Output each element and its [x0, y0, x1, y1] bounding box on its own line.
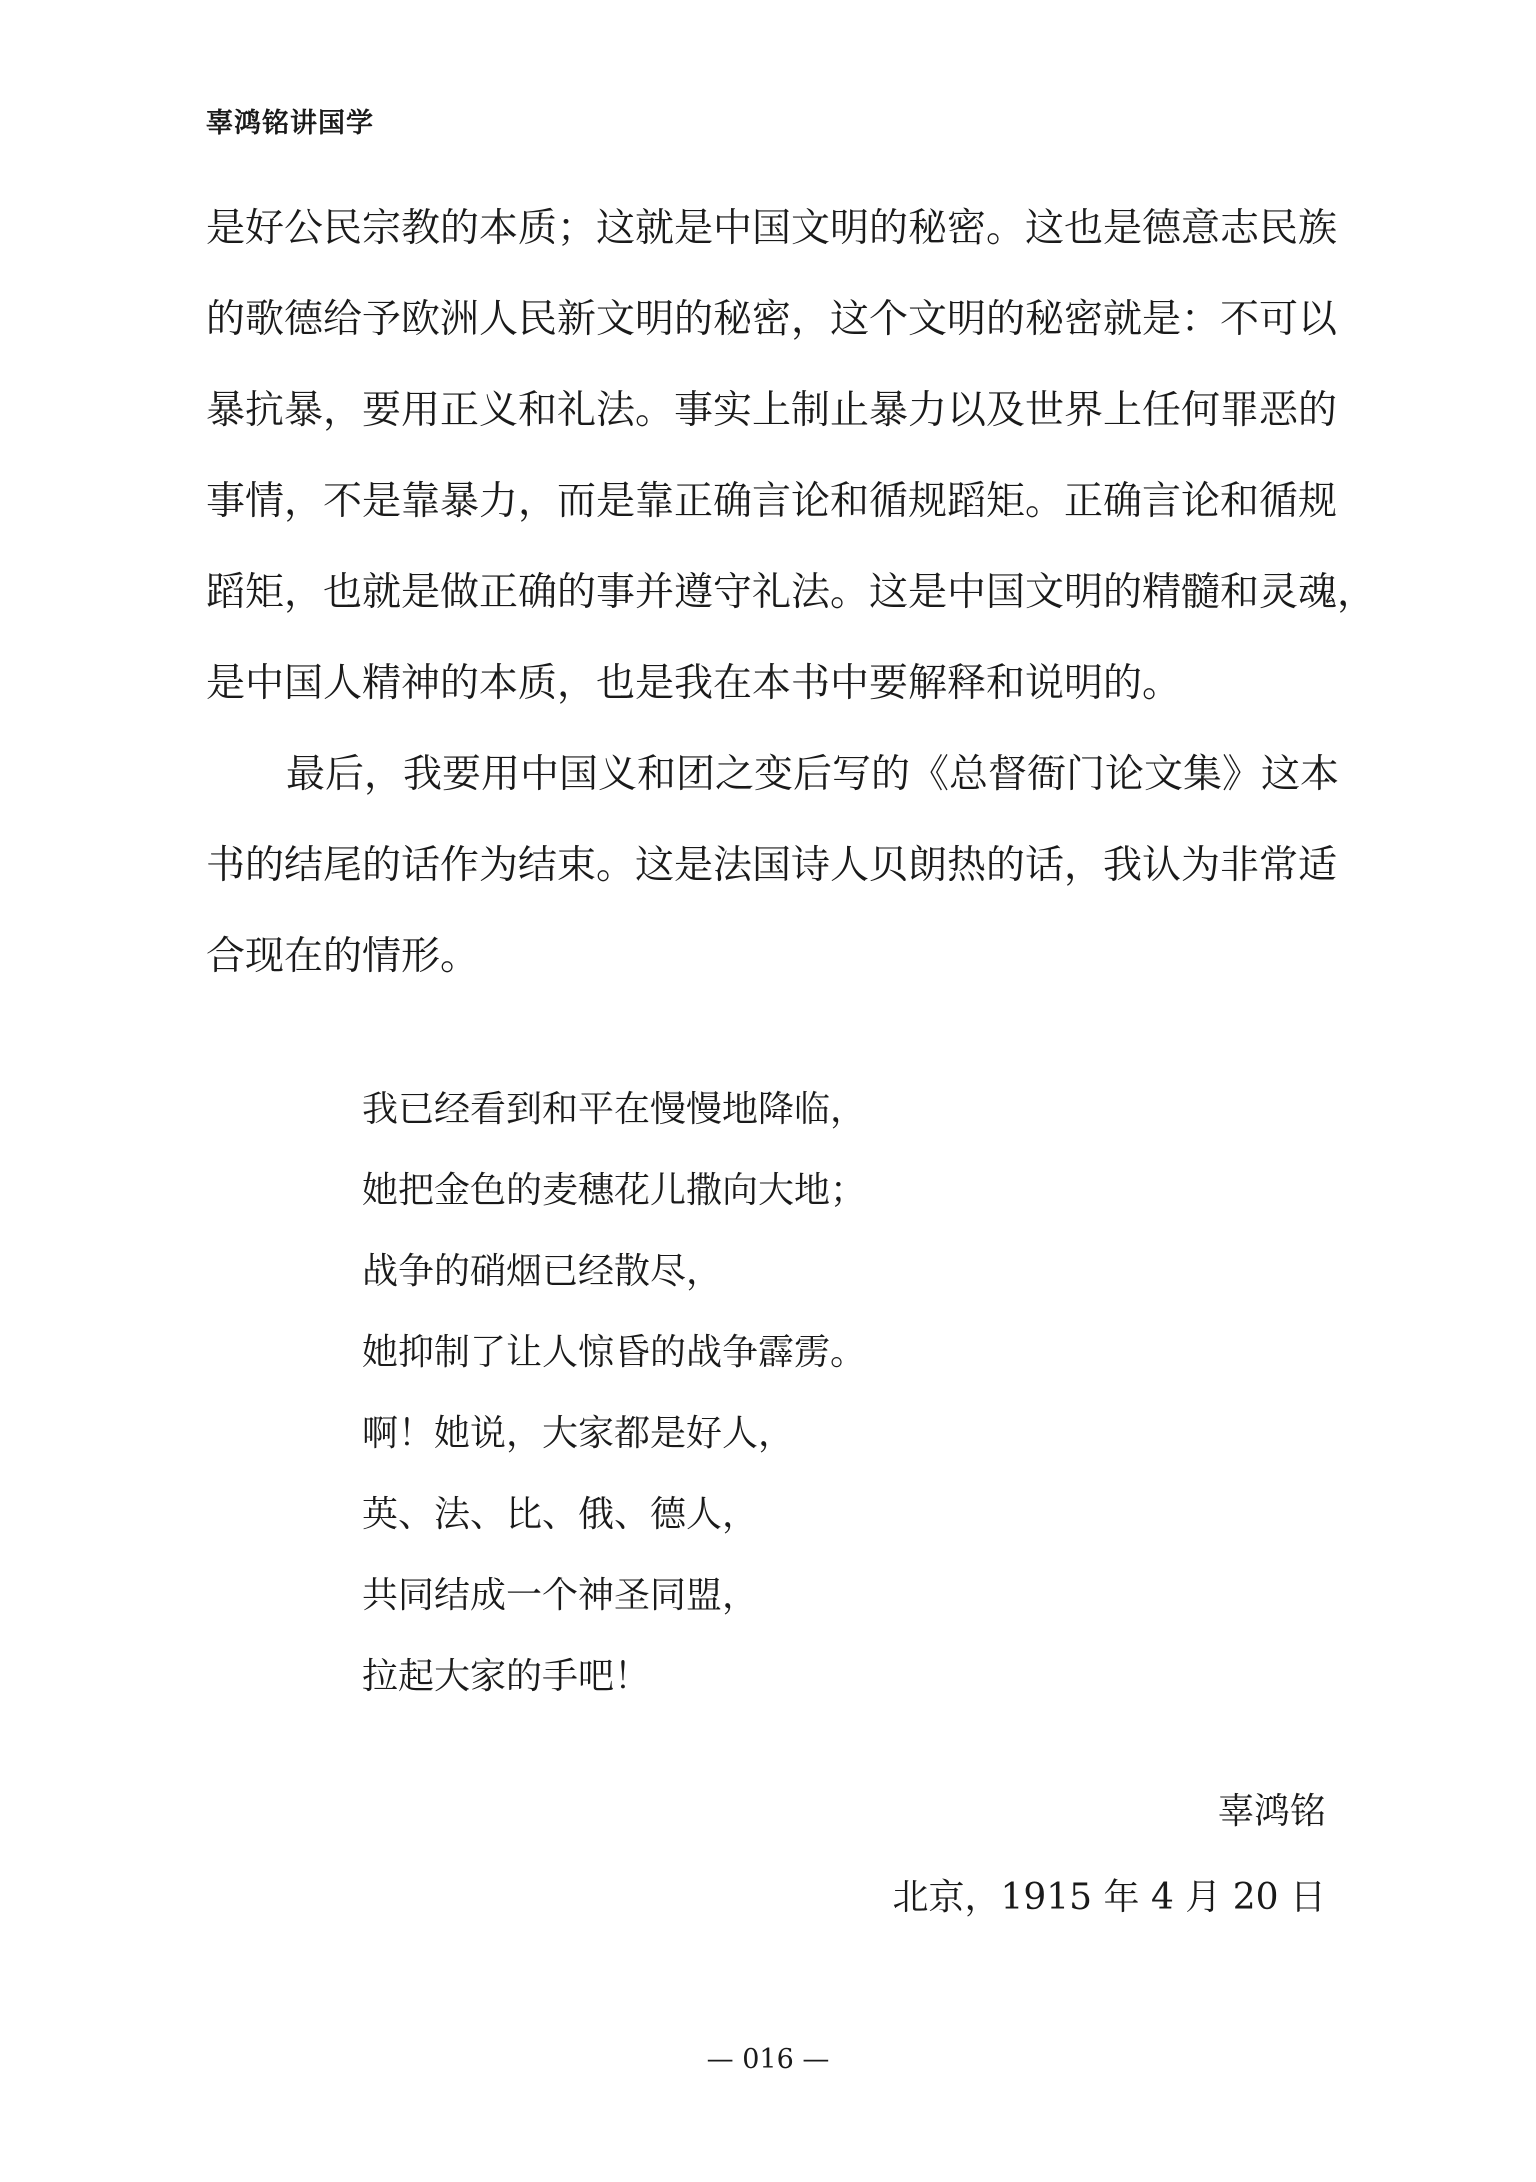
poem — [362, 1078, 866, 1726]
poem-line-7: 共同结成一个神圣同盟， — [362, 1575, 759, 1616]
paragraph-1-line-4: 事情，不是靠暴力，而是靠正确言论和循规蹈矩。正确言论和循规 — [206, 479, 1338, 524]
signature-place-date: 北京，1915 年 4 月 20 日 — [892, 1877, 1326, 1918]
poem-line-3: 战争的硝烟已经散尽， — [362, 1251, 723, 1292]
paragraph-2-line-1: 最后，我要用中国义和团之变后写的《总督衙门论文集》这本 — [286, 752, 1340, 797]
paragraph-1-line-2: 的歌德给予欧洲人民新文明的秘密，这个文明的秘密就是：不可以 — [206, 297, 1338, 342]
poem-line-5: 啊！她说，大家都是好人， — [362, 1413, 795, 1454]
paragraph-2-line-3: 合现在的情形。 — [206, 934, 480, 979]
paragraph-1-line-5: 蹈矩，也就是做正确的事并遵守礼法。这是中国文明的精髓和灵魂， — [206, 570, 1377, 615]
paragraph-2-line-2: 书的结尾的话作为结束。这是法国诗人贝朗热的话，我认为非常适 — [206, 843, 1338, 888]
paragraph-1-line-6: 是中国人精神的本质，也是我在本书中要解释和说明的。 — [206, 661, 1182, 706]
poem-line-8: 拉起大家的手吧！ — [362, 1656, 651, 1697]
running-head-title: 辜鸿铭讲国学 — [206, 108, 374, 139]
body-text — [206, 192, 1377, 1011]
poem-line-6: 英、法、比、俄、德人， — [362, 1494, 759, 1535]
poem-line-1: 我已经看到和平在慢慢地降临， — [362, 1089, 867, 1130]
paragraph-1-line-1: 是好公民宗教的本质；这就是中国文明的秘密。这也是德意志民族 — [206, 206, 1338, 251]
paragraph-1-line-3: 暴抗暴，要用正义和礼法。事实上制止暴力以及世界上任何罪恶的 — [206, 388, 1338, 433]
signature-author: 辜鸿铭 — [1217, 1791, 1326, 1832]
poem-line-4: 她抑制了让人惊昏的战争霹雳。 — [362, 1332, 867, 1373]
poem-line-2: 她把金色的麦穗花儿撒向大地； — [362, 1170, 867, 1211]
page-number: — 016 — — [706, 2044, 830, 2075]
